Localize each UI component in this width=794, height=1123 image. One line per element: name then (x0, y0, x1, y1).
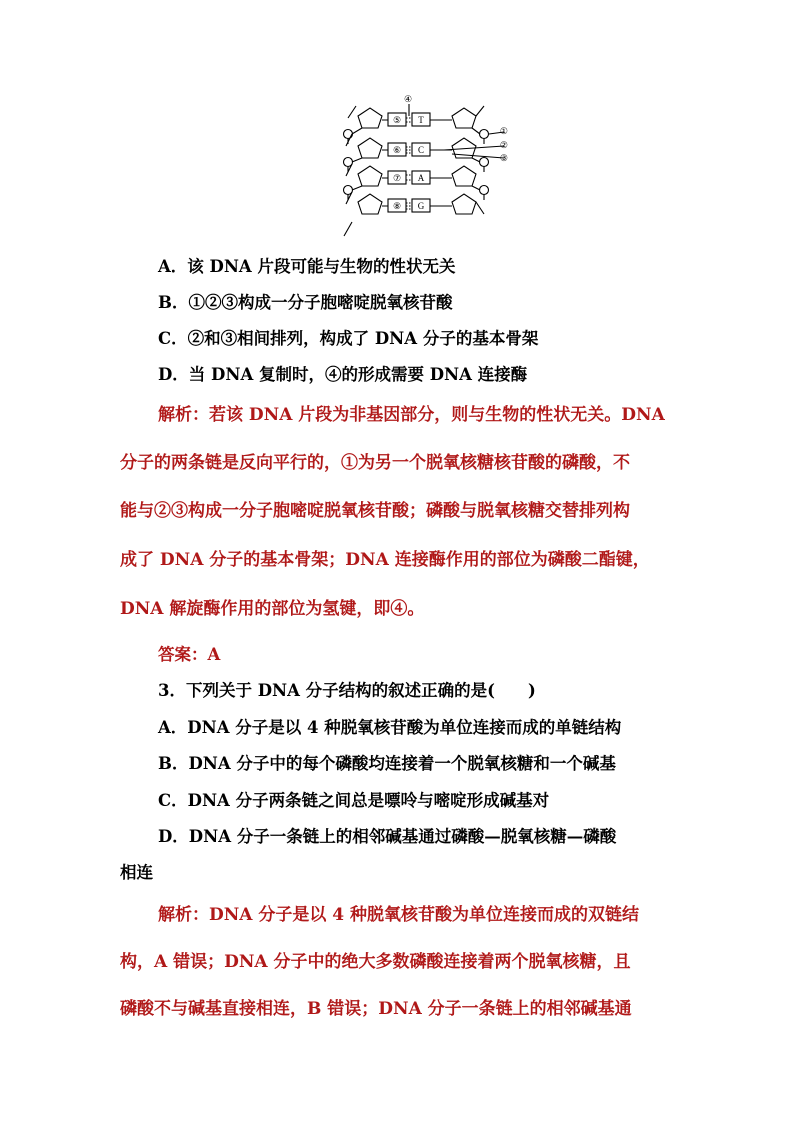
base-num-7: ⑦ (392, 173, 402, 183)
q3-analysis-line-1 (158, 904, 714, 926)
base-letter-c: C (417, 145, 425, 155)
q2-option-c: C．②和③相间排列，构成了 DNA 分子的基本骨架 (158, 329, 539, 348)
q3-option-d: D．DNA 分子一条链上的相邻碱基通过磷酸—脱氧核糖—磷酸 (158, 827, 617, 846)
dna-structure-diagram (334, 94, 510, 242)
q2-analysis-line-2: 分子的两条链是反向平行的，①为另一个脱氧核糖核苷酸的磷酸，不 (120, 453, 630, 473)
q2-analysis-line-1 (158, 404, 714, 426)
q2-answer-value: A (207, 645, 221, 664)
q2-analysis-line-3: 能与②③构成一分子胞嘧啶脱氧核苷酸；磷酸与脱氧核糖交替排列构 (120, 501, 630, 521)
q2-analysis-line-5: DNA 解旋酶作用的部位为氢键，即④。 (120, 599, 425, 619)
q3-analysis-line-2: 构，A 错误；DNA 分子中的绝大多数磷酸连接着两个脱氧核糖，且 (120, 952, 631, 972)
base-num-8: ⑧ (392, 201, 402, 211)
q3-stem: 3．下列关于 DNA 分子结构的叙述正确的是( ) (158, 681, 536, 700)
base-num-5: ⑤ (392, 115, 402, 125)
q3-analysis-line-3: 磷酸不与碱基直接相连，B 错误；DNA 分子一条链上的相邻碱基通 (120, 999, 632, 1019)
q3-option-b: B．DNA 分子中的每个磷酸均连接着一个脱氧核糖和一个碱基 (158, 754, 616, 773)
q3-analysis-text-1: ：DNA 分子是以 4 种脱氧核苷酸为单位连接而成的双链结 (192, 905, 640, 925)
q2-analysis-line-4: 成了 DNA 分子的基本骨架；DNA 连接酶作用的部位为磷酸二酯键， (120, 550, 650, 570)
q2-answer (158, 644, 220, 666)
base-letter-a: A (417, 173, 425, 183)
callout-1: ① (499, 126, 508, 136)
callout-3: ③ (499, 153, 508, 163)
callout-4: ④ (403, 94, 413, 104)
q2-analysis-label: 解析 (158, 405, 192, 425)
callout-2: ② (499, 140, 508, 150)
q2-option-b: B．①②③构成一分子胞嘧啶脱氧核苷酸 (158, 293, 453, 312)
q3-analysis-label: 解析 (158, 905, 192, 925)
q3-option-a: A．DNA 分子是以 4 种脱氧核苷酸为单位连接而成的单链结构 (158, 718, 622, 737)
base-letter-g: G (417, 201, 425, 211)
q3-option-c: C．DNA 分子两条链之间总是嘌呤与嘧啶形成碱基对 (158, 791, 550, 810)
q2-analysis-text-1: ：若该 DNA 片段为非基因部分，则与生物的性状无关。DNA (192, 405, 665, 425)
q2-option-d: D．当 DNA 复制时，④的形成需要 DNA 连接酶 (158, 365, 528, 384)
q3-option-d-continued: 相连 (120, 863, 153, 882)
q2-answer-label: 答案： (158, 645, 208, 664)
q2-option-a: A．该 DNA 片段可能与生物的性状无关 (158, 257, 456, 276)
base-num-6: ⑥ (392, 145, 402, 155)
base-letter-t: T (418, 115, 424, 125)
